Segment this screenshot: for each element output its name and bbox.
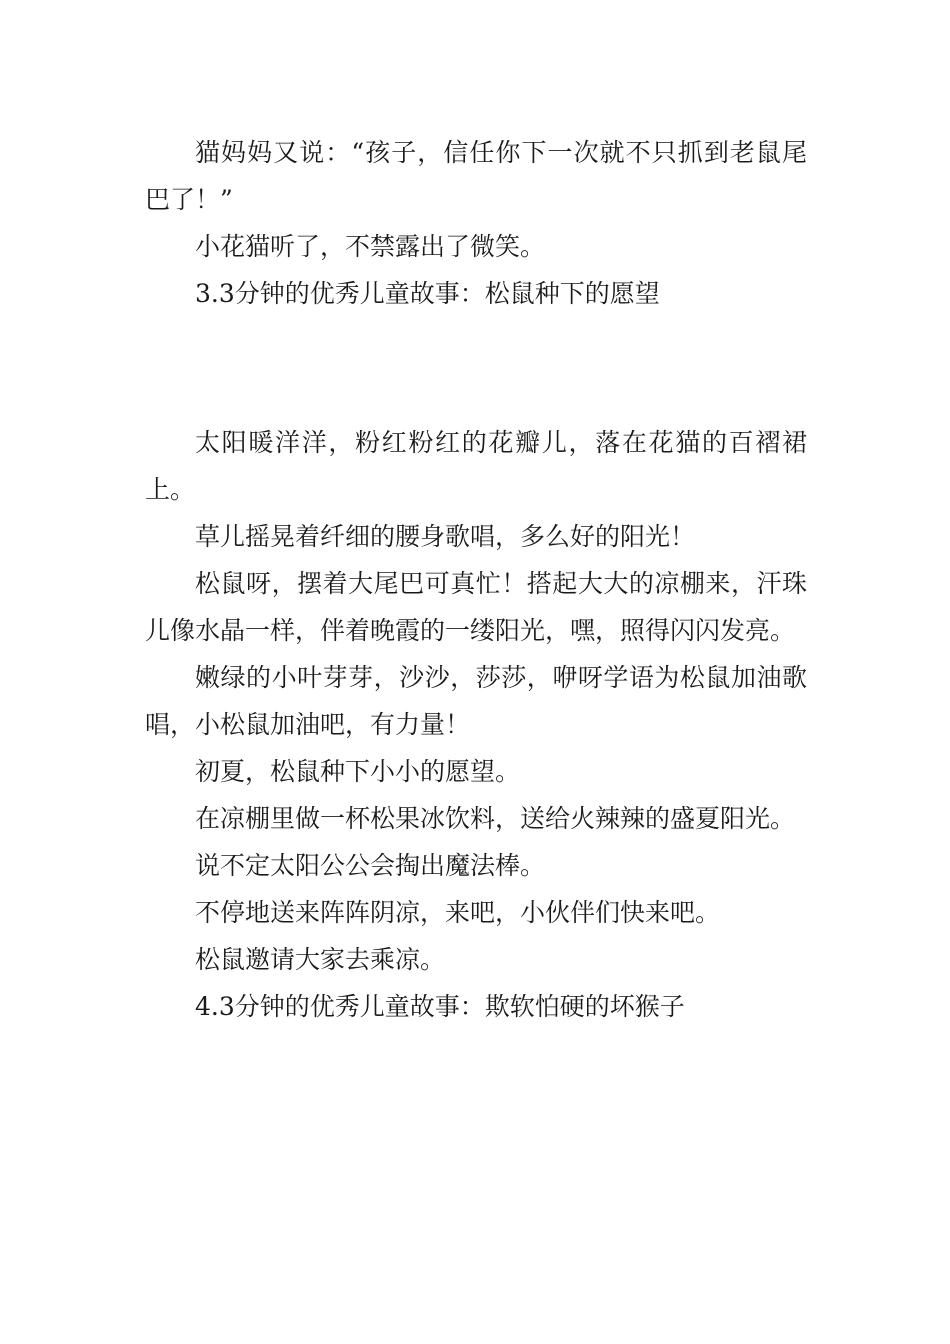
paragraph-early-summer: 初夏，松鼠种下小小的愿望。 xyxy=(195,757,521,786)
paragraph-pine-drink: 在凉棚里做一杯松果冰饮料，送给火辣辣的盛夏阳光。 xyxy=(195,804,796,833)
paragraph-kitten-smile: 小花猫听了，不禁露出了微笑。 xyxy=(195,232,546,261)
page-body xyxy=(145,129,807,1030)
blank-gap xyxy=(145,317,807,419)
paragraph-cat-mother: 猫妈妈又说：“孩子，信任你下一次就不只抓到老鼠尾巴了！” xyxy=(145,138,807,214)
paragraph-sunshine: 太阳暖洋洋，粉红粉红的花瓣儿，落在花猫的百褶裙上。 xyxy=(145,428,807,504)
paragraph-squirrel-busy: 松鼠呀，摆着大尾巴可真忙！搭起大大的凉棚来，汗珠儿像水晶一样，伴着晚霞的一缕阳光，嘿，照得闪闪发亮。 xyxy=(145,569,807,645)
paragraph-magic-wand: 说不定太阳公公会掏出魔法棒。 xyxy=(195,851,546,880)
paragraph-leaf-buds: 嫩绿的小叶芽芽，沙沙，莎莎，咿呀学语为松鼠加油歌唱，小松鼠加油吧，有力量！ xyxy=(145,663,807,739)
section-heading-squirrel-wish: 3.3分钟的优秀儿童故事：松鼠种下的愿望 xyxy=(195,279,660,308)
paragraph-grass-singing: 草儿摇晃着纤细的腰身歌唱，多么好的阳光！ xyxy=(195,522,696,551)
section-heading-bad-monkey: 4.3分钟的优秀儿童故事：欺软怕硬的坏猴子 xyxy=(195,992,685,1021)
paragraph-cool-breeze: 不停地送来阵阵阴凉，来吧，小伙伴们快来吧。 xyxy=(195,898,721,927)
paragraph-invitation: 松鼠邀请大家去乘凉。 xyxy=(195,945,446,974)
